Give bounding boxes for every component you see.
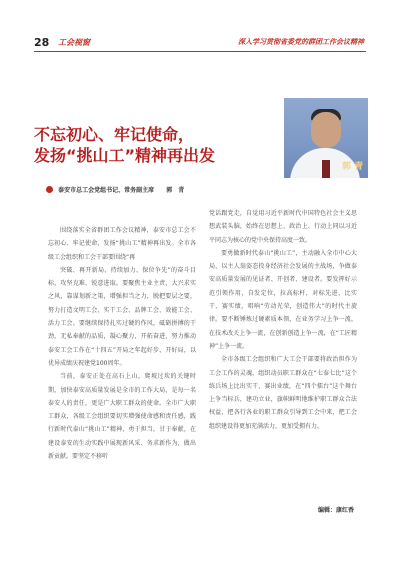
page-number: 28 xyxy=(34,36,50,49)
body-column-left xyxy=(48,224,196,463)
header-rule xyxy=(34,51,366,52)
section-name: 工会视窗 xyxy=(58,38,90,47)
paragraph: 要勇做新时代泰山“挑山工”，主动融入全市中心大局，以主人翁姿态投身经济社会发展的主战场，争做泰安高质量发展的见证者、开创者、建设者。要发挥好示范引领作用，自发定位，拉高标杆，对标先进，比实干、赛实绩，唱响“劳动光荣，创造伟大”的时代主旋律。要不断锤炼过硬素质本领，在业务学习上争一流，在技术改关上争一流，在创新创造上争一流，在“工匠精神”上争一流。 xyxy=(209,249,357,350)
byline xyxy=(46,185,184,194)
byline-author-title: 泰安市总工会党组书记、常务副主席 xyxy=(58,187,155,194)
paragraph: 党话跟党走，自觉用习近平新时代中国特色社会主义思想武装头脑，始终在思想上、政治上、行动上同以习近平同志为核心的党中央保持高度一致。 xyxy=(209,210,357,244)
photo-caption: 郭 青 xyxy=(342,162,364,172)
author-photo xyxy=(284,98,368,178)
byline-author-name: 郭 青 xyxy=(166,187,185,194)
article-title-line-2: 发扬“挑山工”精神再出发 xyxy=(34,146,216,165)
paragraph: 全市各级工会组织和广大工会干部要将政治担作为工会工作的灵魂，组织动员职工群众在“七泰七比”这个练兵场上比出实干，赛出业绩，在“四个擂台”这个舞台上争当标兵，建功立业，旗帜鲜明地维护职工群众合法权益，把各行各业的职工群众引导到工会中来，把工会组织建设得更加充满活力，更加受拥有力。 xyxy=(209,356,357,430)
editor-credit: 编辑：康红香 xyxy=(317,507,354,514)
paragraph: 当前，泰安正处在高石上山，爬坡过坎的关键时期，加快泰安高质量发展是全市的工作大局，是每一名泰安人的责任，更是广大职工群众的使命。全市广大职工群众，各级工会组织要切实增强使命感和责任感，践行新时代泰山“挑山工”精神，勇于担当，甘于奉献，在建设泰安的生动实践中展现新风采、务求新作为，做出新贡献。要坚定不移听 xyxy=(48,373,196,461)
paragraph: 突破、再开新局、持续加力、保位争先”的奋斗目标，攻坚克难、锐意进取。要聚焦主业主责，大兴求实之风，靠谋划新之策，增强担当之力，脱把要层之要，努力打造文明工会、实干工会、品牌工会、效能工会、活力工会。要继续保持扎实过硬的作风，砥砺拼搏的干劲，无私奉献的品质，凝心聚力，开拓奋进，努力推动泰安工会工作在“十四五”开局之年起好步，开好局，以优异成绩庆祝建党100周年。 xyxy=(48,266,196,367)
body-column-right xyxy=(209,207,357,433)
photo-face xyxy=(311,112,341,148)
paragraph: 围绕落实全省群团工作会议精神，泰安市总工会不忘初心、牢记使命，发扬“挑山工”精神再出发。全市各级工会组织和工会干部要围绕“再 xyxy=(48,227,196,261)
article-title xyxy=(34,124,284,166)
article-title-line-1: 不忘初心、牢记使命， xyxy=(34,125,195,144)
photo-tie xyxy=(322,160,330,178)
header-title: 深入学习贯彻省委党的群团工作会议精神 xyxy=(238,38,364,46)
byline-bullet-icon xyxy=(46,186,53,193)
